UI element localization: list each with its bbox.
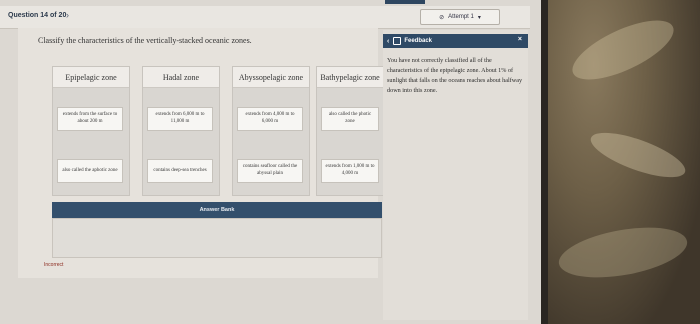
answer-bank-header: Answer Bank xyxy=(52,202,382,218)
column-header: Epipelagic zone xyxy=(53,67,129,88)
top-accent-line xyxy=(385,0,425,4)
feedback-text: You have not correctly classified all of the characteristics of the epipelagic zone. About 1% of sunlight that falls on the oceans reaches about halfway down into this zone. xyxy=(387,57,523,94)
answer-card[interactable]: extends from the surface to about 200 m xyxy=(57,107,123,131)
close-icon[interactable]: × xyxy=(517,36,522,43)
answer-card[interactable]: contains deep-sea trenches xyxy=(147,159,213,183)
attempt-label: Attempt 1 xyxy=(448,14,474,20)
answer-card[interactable]: also called the photic zone xyxy=(321,107,379,131)
column-bathypelagic[interactable] xyxy=(316,66,384,196)
chevron-left-icon[interactable]: ‹ xyxy=(387,37,390,45)
column-header: Abyssopelagic zone xyxy=(233,67,309,88)
background-cloth xyxy=(548,0,700,324)
column-abyssopelagic[interactable] xyxy=(232,66,310,196)
status-incorrect: Incorrect xyxy=(44,262,64,268)
feedback-header xyxy=(383,34,528,48)
answer-bank-dropzone[interactable] xyxy=(52,218,382,258)
column-header: Bathypelagic zone xyxy=(317,67,383,88)
question-counter: Question 14 of 20 xyxy=(8,12,67,19)
chevron-right-icon[interactable]: › xyxy=(66,10,69,20)
attempt-dropdown[interactable] xyxy=(420,9,500,25)
answer-card[interactable]: extends from 1,000 m to 4,000 m xyxy=(321,159,379,183)
column-hadal[interactable] xyxy=(142,66,220,196)
question-instruction: Classify the characteristics of the vertically-stacked oceanic zones. xyxy=(38,36,252,45)
chevron-down-icon: ▾ xyxy=(477,14,481,21)
feedback-panel xyxy=(383,30,528,320)
feedback-icon xyxy=(393,37,401,45)
answer-card[interactable]: extends from 4,000 m to 6,000 m xyxy=(237,107,303,131)
column-epipelagic[interactable] xyxy=(52,66,130,196)
column-header: Hadal zone xyxy=(143,67,219,88)
answer-card[interactable]: extends from 6,000 m to 11,000 m xyxy=(147,107,213,131)
top-bar xyxy=(0,6,530,29)
answer-card[interactable]: also called the aphotic zone xyxy=(57,159,123,183)
clock-icon: ⊘ xyxy=(439,14,445,21)
feedback-title: Feedback xyxy=(404,38,433,44)
answer-card[interactable]: contains seafloor called the abyssal plain xyxy=(237,159,303,183)
